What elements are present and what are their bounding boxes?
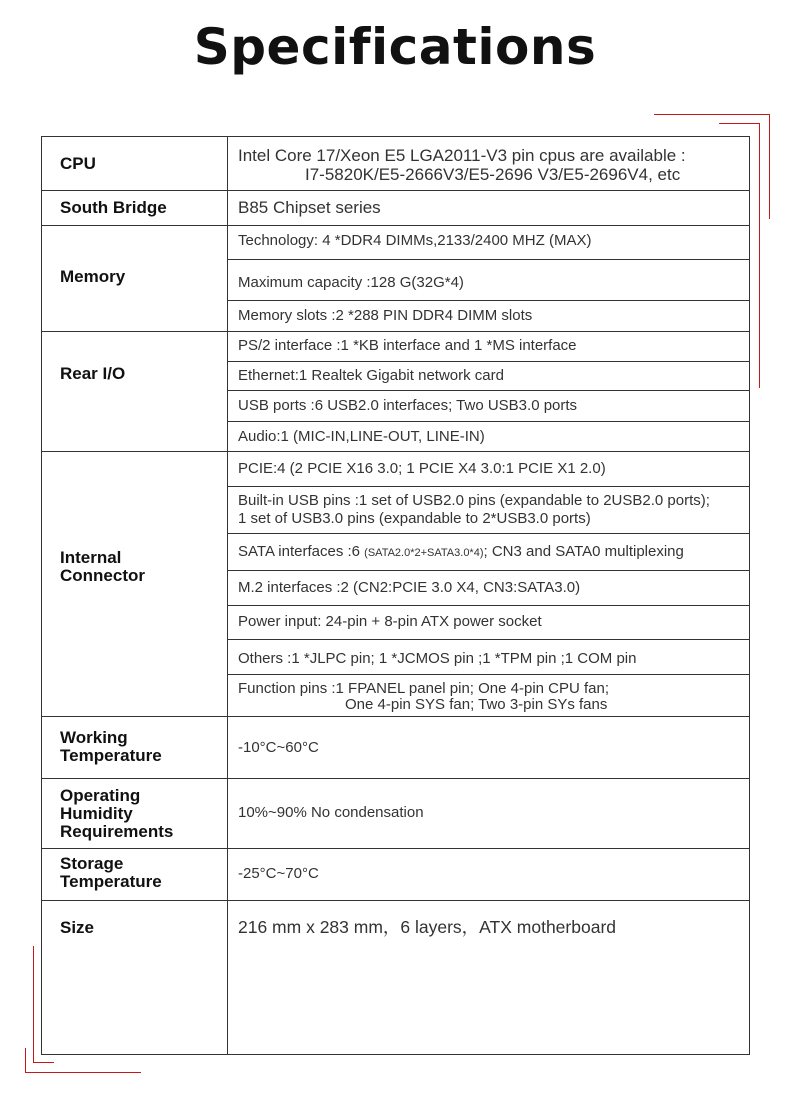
internal-item-power [228,605,749,639]
function-text-line1: Function pins :1 FPANEL panel pin; One 4-pin CPU fan; [238,680,610,697]
power-text: Power input: 24-pin + 8-pin ATX power socket [238,613,542,630]
rear-io-item-text: Ethernet:1 Realtek Gigabit network card [238,367,504,384]
memory-item-text: Memory slots :2 *288 PIN DDR4 DIMM slots [238,307,533,324]
memory-item [228,300,749,332]
row-rear-io [42,331,749,451]
humidity-value: 10%~90% No condensation [238,804,424,821]
internal-item-m2 [228,570,749,605]
south-bridge-label: South Bridge [60,198,167,217]
cpu-label: CPU [60,154,96,173]
row-storage-temperature [42,848,749,900]
working-temperature-label: Working Temperature [60,728,162,765]
others-text: Others :1 *JLPC pin; 1 *JCMOS pin ;1 *TPM pin ;1 COM pin [238,650,637,667]
internal-item-function [228,674,749,717]
working-temperature-value: -10°C~60°C [238,739,319,756]
usb-text-line1: Built-in USB pins :1 set of USB2.0 pins (expandable to 2USB2.0 ports); [238,492,710,509]
page-title: Specifications [193,18,597,76]
row-working-temperature [42,716,749,778]
sata-text-b: (SATA2.0*2+SATA3.0*4) [364,547,484,559]
usb-text-line2: 1 set of USB3.0 pins (expandable to 2*USB3.0 ports) [238,510,591,527]
size-value: 216 mm x 283 mm，6 layers，ATX motherboard [238,917,617,937]
sata-text-c: ; CN3 and SATA0 multiplexing [483,543,684,560]
rear-io-item [228,390,749,421]
memory-label: Memory [60,267,126,286]
spec-table [41,136,750,1055]
humidity-label: Operating Humidity Requirements [60,786,174,841]
row-internal-connector [42,451,749,716]
row-south-bridge [42,190,749,225]
row-humidity [42,778,749,848]
row-cpu [42,137,749,190]
sata-text [238,543,684,562]
sata-text-a: SATA interfaces :6 [238,543,365,560]
rear-io-label: Rear I/O [60,364,126,383]
rear-io-item-text: Audio:1 (MIC-IN,LINE-OUT, LINE-IN) [238,428,485,445]
internal-connector-label: Internal Connector [60,548,145,585]
internal-item-others [228,639,749,674]
memory-item-text: Technology: 4 *DDR4 DIMMs,2133/2400 MHZ (MAX) [238,232,592,249]
memory-item-text: Maximum capacity :128 G(32G*4) [238,274,464,291]
rear-io-item [228,332,749,361]
row-size [42,900,749,1054]
rear-io-item [228,361,749,390]
function-text-line2: One 4-pin SYS fan; Two 3-pin SYs fans [345,696,608,713]
cpu-value-line2: I7-5820K/E5-2666V3/E5-2696 V3/E5-2696V4, etc [305,165,681,184]
m2-text: M.2 interfaces :2 (CN2:PCIE 3.0 X4, CN3:SATA3.0) [238,579,581,596]
pcie-text: PCIE:4 (2 PCIE X16 3.0; 1 PCIE X4 3.0:1 PCIE X1 2.0) [238,460,606,477]
working-temperature-cell [228,717,749,779]
size-cell [228,901,749,1055]
rear-io-item [228,421,749,452]
storage-temperature-label: Storage Temperature [60,854,162,891]
humidity-cell [228,779,749,849]
south-bridge-value-cell [228,191,749,225]
cpu-value-cell [228,137,749,190]
storage-temperature-value: -25°C~70°C [238,865,319,882]
internal-item-usb [228,486,749,533]
row-memory [42,225,749,331]
size-label: Size [60,918,95,937]
internal-item-pcie [228,452,749,486]
cpu-value-line1: Intel Core 17/Xeon E5 LGA2011-V3 pin cpus are available : [238,146,686,165]
memory-item [228,226,749,259]
storage-temperature-cell [228,849,749,901]
memory-item [228,259,749,300]
south-bridge-value: B85 Chipset series [238,198,381,217]
rear-io-item-text: PS/2 interface :1 *KB interface and 1 *MS interface [238,337,577,354]
rear-io-item-text: USB ports :6 USB2.0 interfaces; Two USB3.0 ports [238,397,578,414]
internal-item-sata [228,533,749,570]
